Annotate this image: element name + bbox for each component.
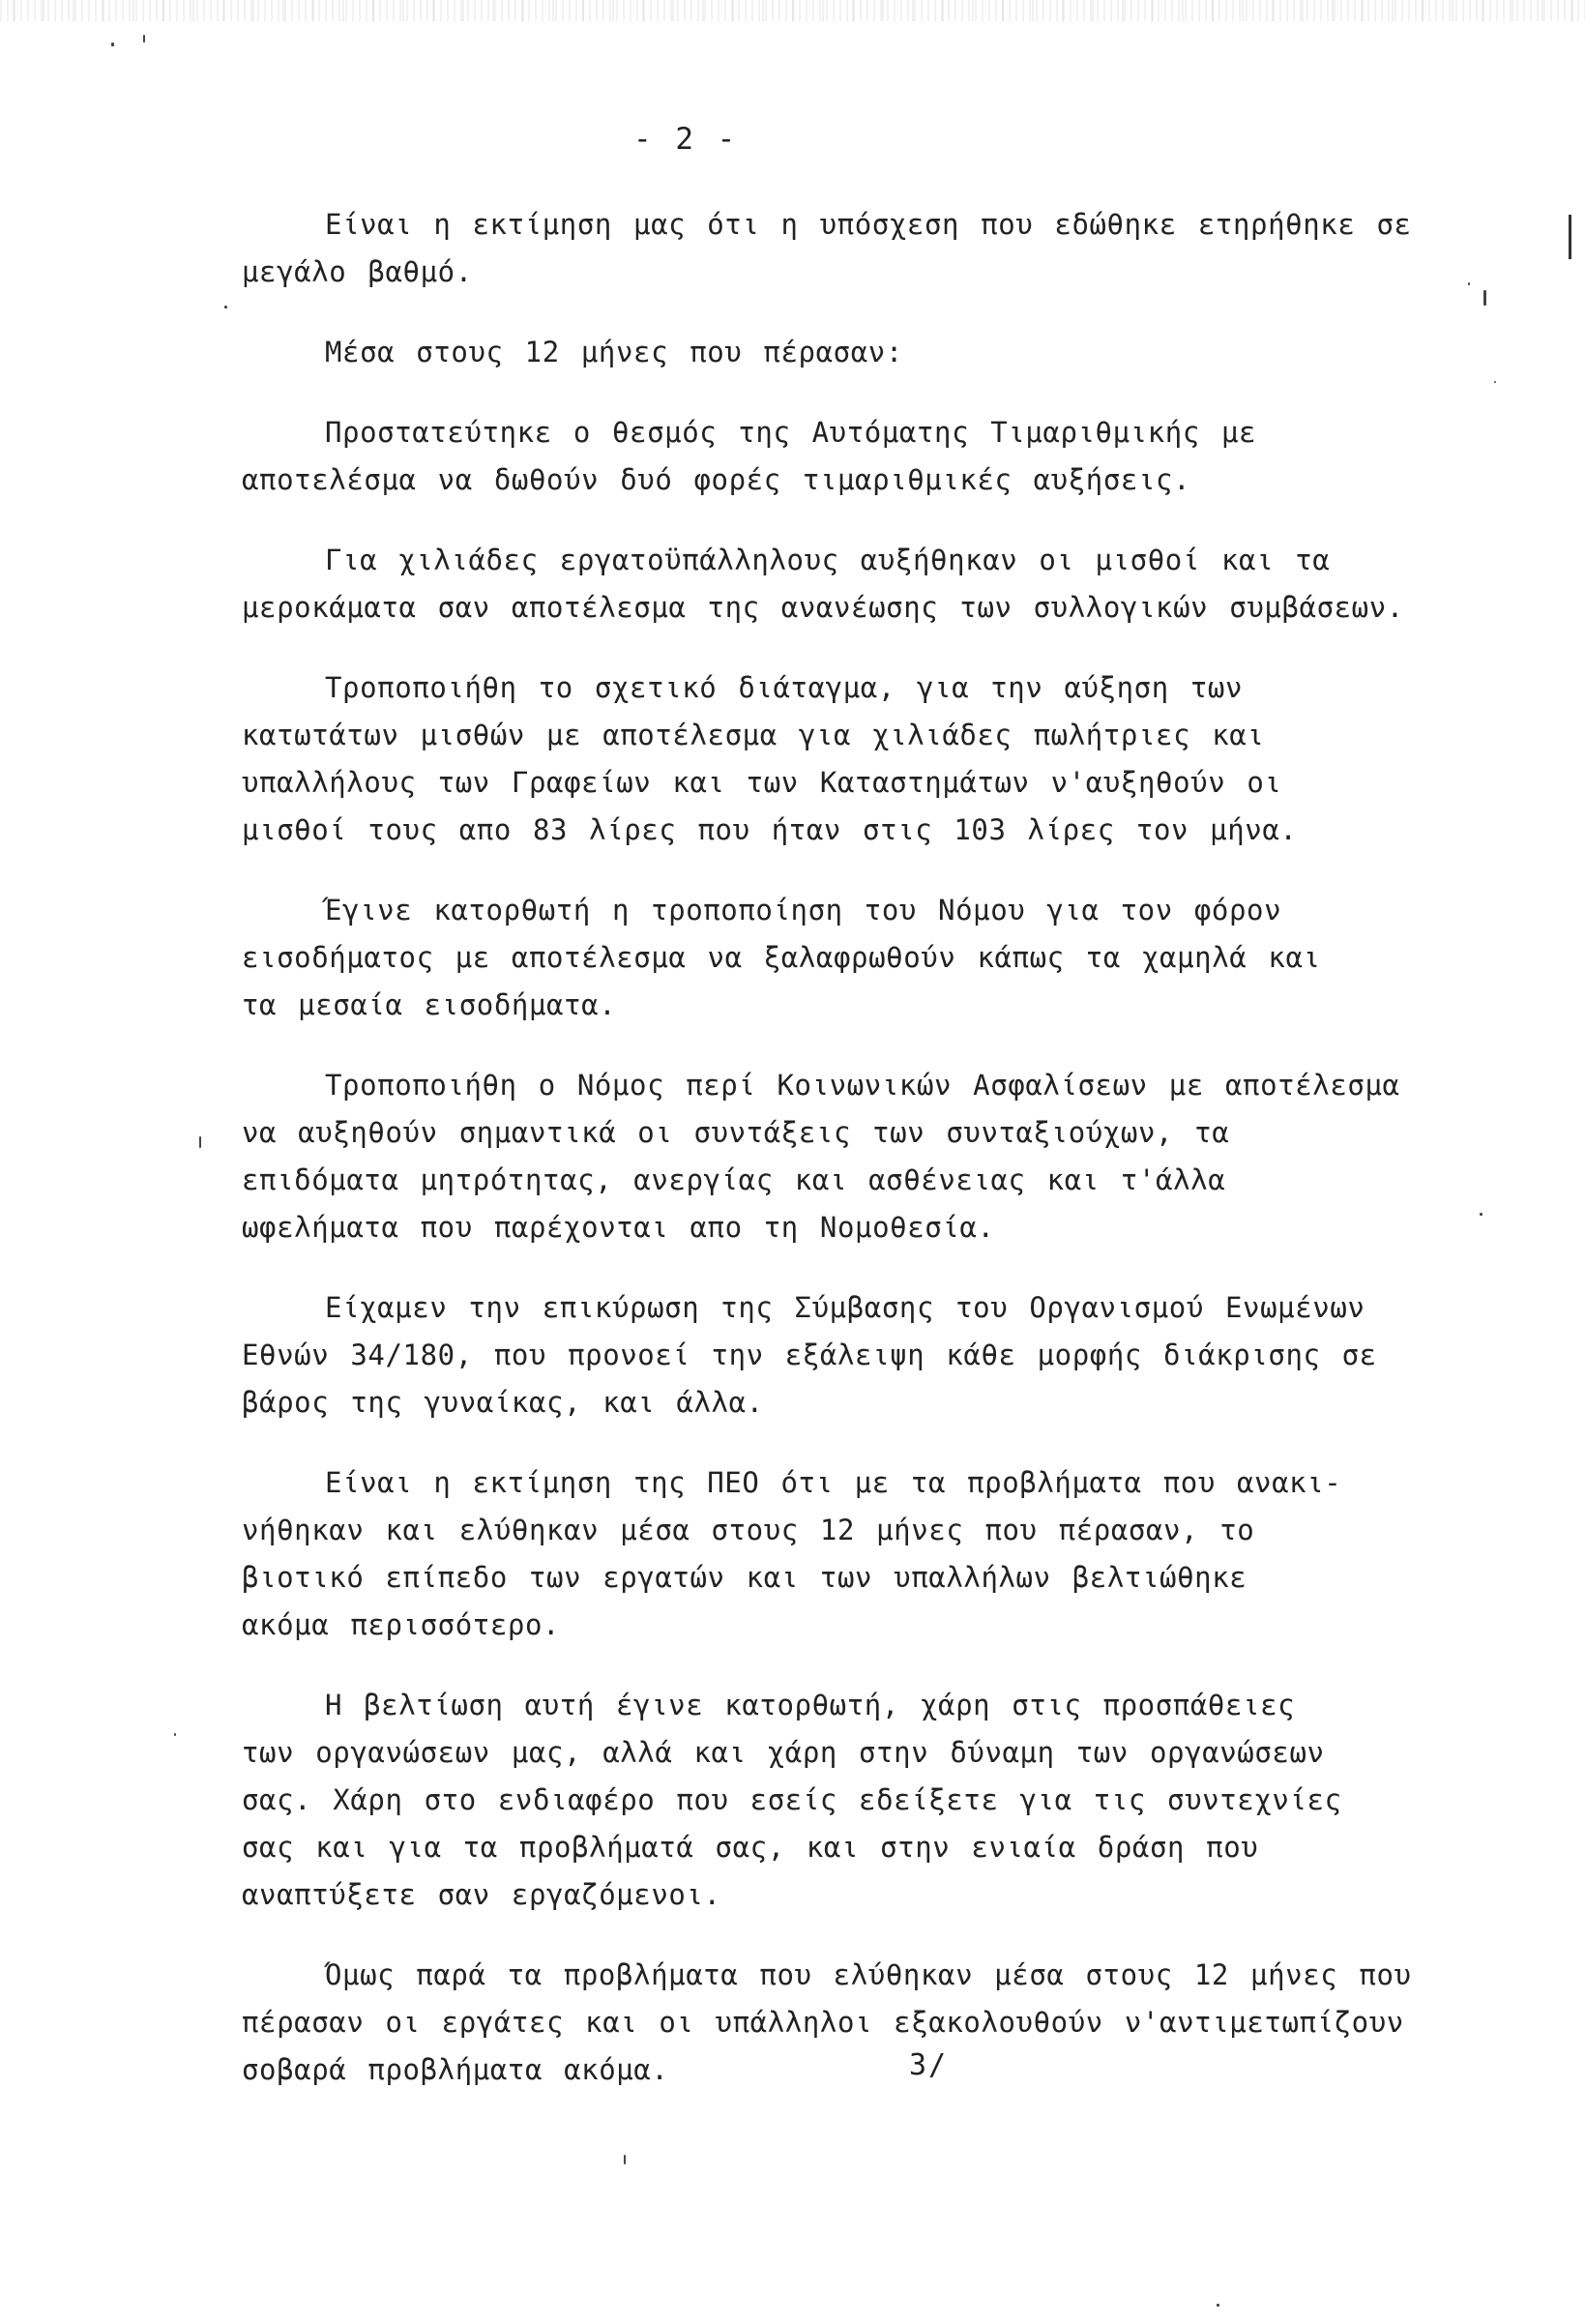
scan-speck xyxy=(143,35,145,43)
text-line: σας και για τα προβλήματά σας, και στην ενιαία δράση που xyxy=(242,1831,1259,1864)
scan-speck xyxy=(111,43,114,46)
text-line: των οργανώσεων μας, αλλά και χάρη στην δύναμη των οργανώσεων xyxy=(242,1736,1325,1769)
body-text xyxy=(242,201,1499,2127)
page-number: - 2 - xyxy=(633,122,739,157)
paragraph xyxy=(242,1952,1499,2094)
text-line: υπαλλήλους των Γραφείων και των Καταστημάτων ν'αυξηθούν οι xyxy=(242,766,1282,799)
paragraph xyxy=(242,1062,1499,1251)
text-line: Είναι η εκτίμηση μας ότι η υπόσχεση που εδώθηκε ετηρήθηκε σε xyxy=(325,208,1412,241)
scan-speck xyxy=(199,1136,201,1148)
text-line: ακόμα περισσότερο. xyxy=(242,1608,561,1641)
text-line: νήθηκαν και ελύθηκαν μέσα στους 12 μήνες που πέρασαν, το xyxy=(242,1514,1255,1546)
text-line: εισοδήματος με αποτέλεσμα να ξαλαφρωθούν κάπως τα χαμηλά και xyxy=(242,941,1321,974)
text-line: μισθοί τους απο 83 λίρες που ήταν στις 103 λίρες τον μήνα. xyxy=(242,813,1298,846)
paragraph xyxy=(242,537,1499,632)
text-line: σας. Χάρη στο ενδιαφέρο που εσείς εδείξετε για τις συντεχνίες xyxy=(242,1783,1342,1816)
text-line: αποτελέσμα να δωθούν δυό φορές τιμαριθμικές αυξήσεις. xyxy=(242,463,1191,496)
text-line: να αυξηθούν σημαντικά οι συντάξεις των συνταξιούχων, τα xyxy=(242,1116,1230,1149)
paragraph xyxy=(242,1459,1499,1649)
text-line: μεροκάματα σαν αποτέλεσμα της ανανέωσης των συλλογικών συμβάσεων. xyxy=(242,591,1404,624)
paragraph xyxy=(242,887,1499,1029)
text-line: αναπτύξετε σαν εργαζόμενοι. xyxy=(242,1878,721,1911)
continuation-mark: 3/ xyxy=(909,2048,949,2082)
text-line: πέρασαν οι εργάτες και οι υπάλληλοι εξακολουθούν ν'αντιμετωπίζουν xyxy=(242,2006,1404,2039)
text-line: κατωτάτων μισθών με αποτέλεσμα για χιλιάδες πωλήτριες και xyxy=(242,719,1265,751)
text-line: Είχαμεν την επικύρωση της Σύμβασης του Οργανισμού Ενωμένων xyxy=(325,1291,1365,1324)
text-line: σοβαρά προβλήματα ακόμα. xyxy=(242,2053,669,2086)
text-line: Εθνών 34/180, που προνοεί την εξάλειψη κάθε μορφής διάκρισης σε xyxy=(242,1339,1377,1371)
text-line: βάρος της γυναίκας, και άλλα. xyxy=(242,1386,764,1419)
text-line: Προστατεύτηκε ο θεσμός της Αυτόματης Τιμαριθμικής με xyxy=(325,416,1257,449)
text-line: Έγινε κατορθωτή η τροποποίηση του Νόμου για τον φόρον xyxy=(325,894,1282,927)
text-line: Είναι η εκτίμηση της ΠΕΟ ότι με τα προβλήματα που ανακι- xyxy=(325,1466,1342,1499)
scan-noise-top xyxy=(0,0,1585,21)
paragraph xyxy=(242,329,1499,376)
text-line: βιοτικό επίπεδο των εργατών και των υπαλλήλων βελτιώθηκε xyxy=(242,1561,1247,1594)
text-line: Τροποποιήθη το σχετικό διάταγμα, για την αύξηση των xyxy=(325,671,1244,704)
paragraph xyxy=(242,409,1499,504)
scan-speck xyxy=(174,1733,176,1736)
text-line: Για χιλιάδες εργατοϋπάλληλους αυξήθηκαν οι μισθοί και τα xyxy=(325,544,1331,576)
text-line: μεγάλο βαθμό. xyxy=(242,255,473,288)
paragraph xyxy=(242,1284,1499,1427)
text-line: Μέσα στους 12 μήνες που πέρασαν: xyxy=(325,336,903,368)
paragraph xyxy=(242,664,1499,854)
text-line: τα μεσαία εισοδήματα. xyxy=(242,988,617,1021)
text-line: ωφελήματα που παρέχονται απο τη Νομοθεσία. xyxy=(242,1211,995,1244)
scan-speck xyxy=(224,306,227,309)
paragraph xyxy=(242,1682,1499,1919)
text-line: Όμως παρά τα προβλήματα που ελύθηκαν μέσα στους 12 μήνες που xyxy=(325,1958,1412,1991)
text-line: επιδόματα μητρότητας, ανεργίας και ασθένειας και τ'άλλα xyxy=(242,1163,1226,1196)
scan-speck xyxy=(624,2155,626,2164)
text-line: Τροποποιήθη ο Νόμος περί Κοινωνικών Ασφαλίσεων με αποτέλεσμα xyxy=(325,1069,1400,1102)
text-line: Η βελτίωση αυτή έγινε κατορθωτή, χάρη στις προσπάθειες xyxy=(325,1689,1296,1721)
scan-speck xyxy=(1217,2304,1219,2307)
paragraph xyxy=(242,201,1499,296)
margin-mark xyxy=(1569,215,1571,259)
